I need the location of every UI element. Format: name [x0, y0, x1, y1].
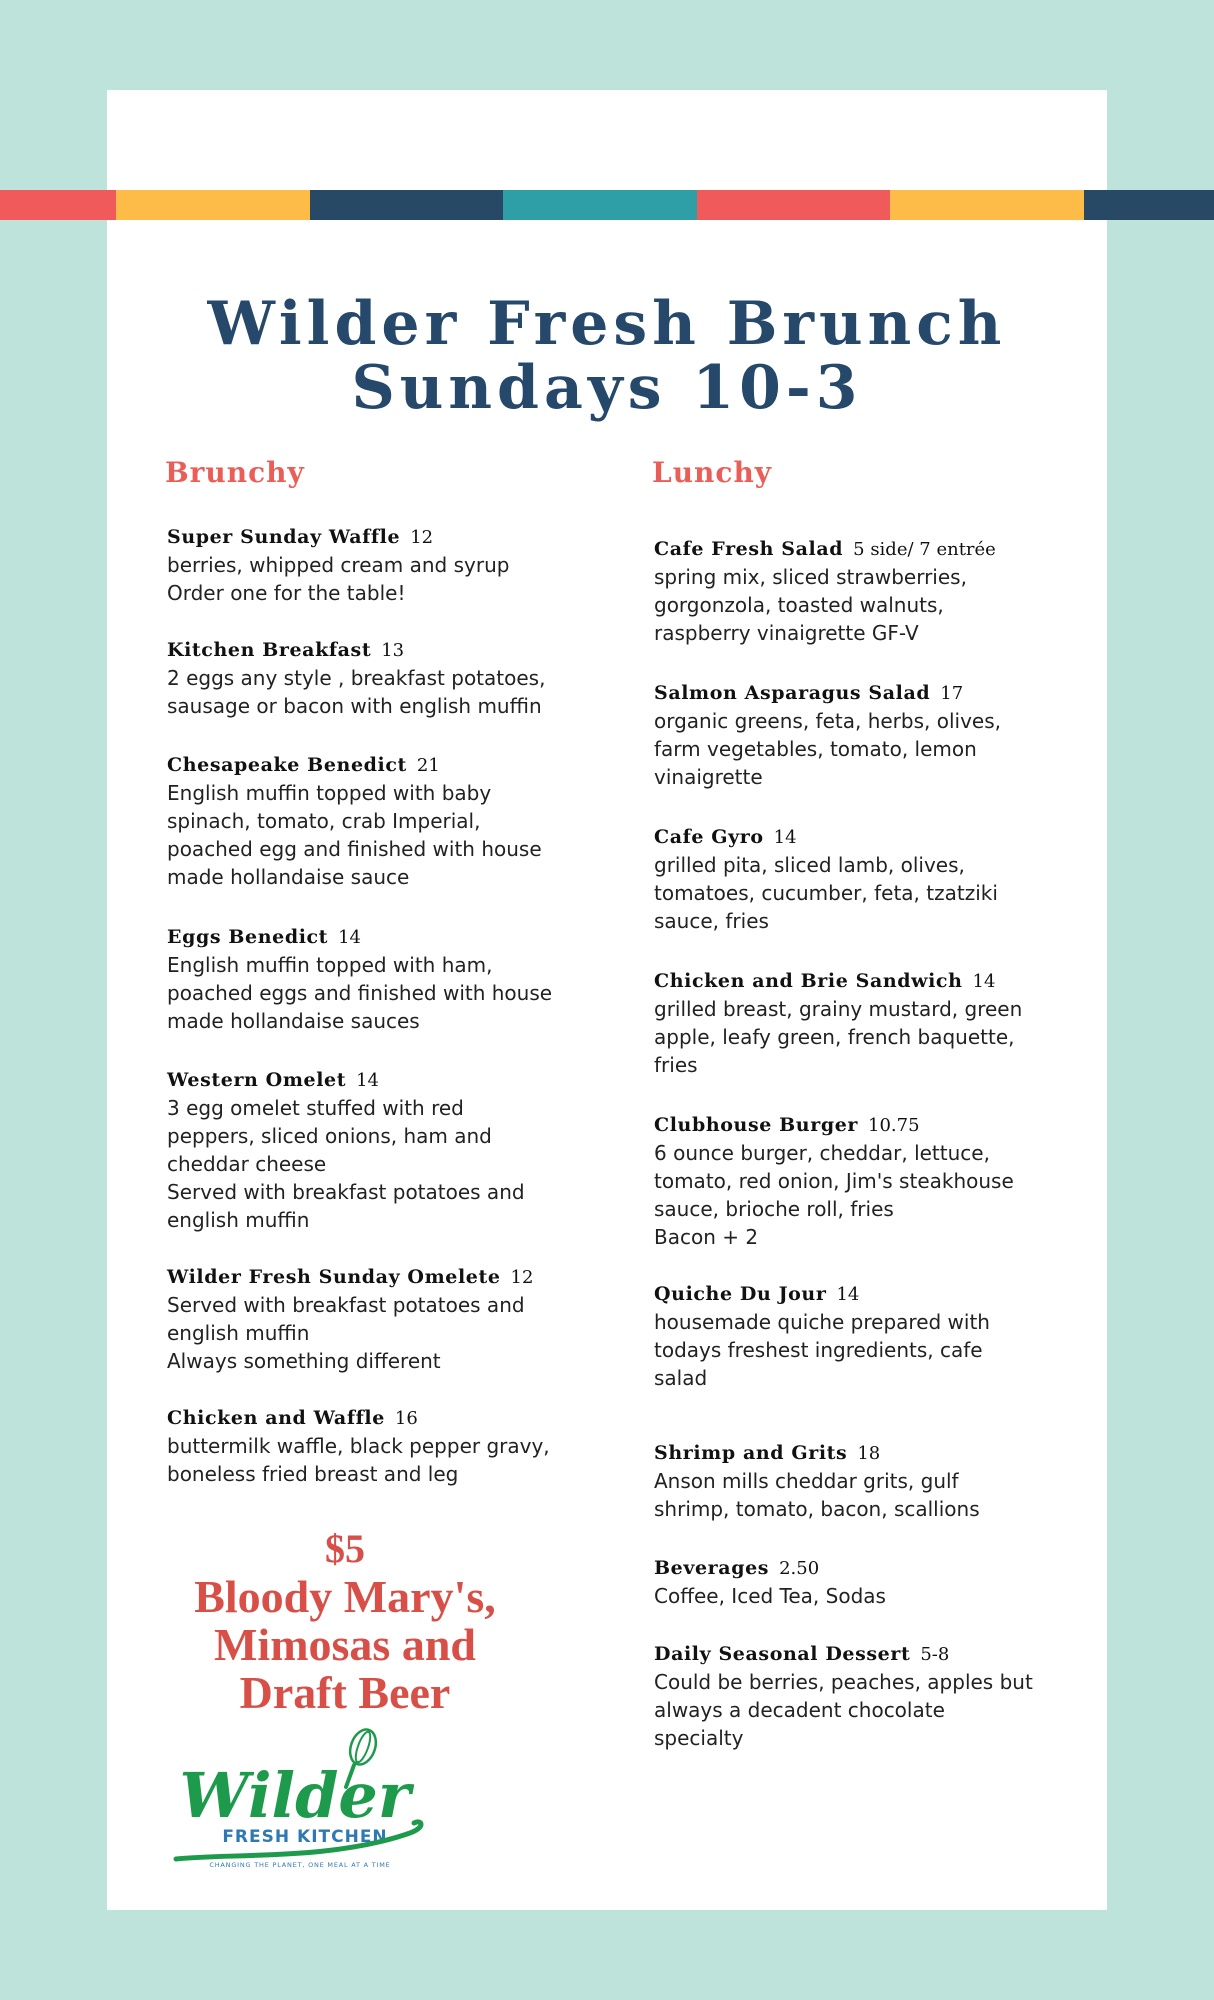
item-price: 12 — [410, 527, 434, 548]
drink-special — [150, 1525, 540, 1717]
logo-word: Wilder — [179, 1759, 411, 1832]
menu-item — [654, 1555, 1054, 1610]
page-title — [107, 289, 1107, 423]
logo-subtitle: FRESH KITCHEN — [222, 1827, 388, 1847]
stripe-segment-6 — [1084, 190, 1214, 220]
menu-item — [654, 1440, 1054, 1523]
item-price: 14 — [972, 971, 996, 992]
color-stripe — [0, 190, 1214, 220]
item-name: Cafe Gyro — [654, 826, 764, 848]
stripe-segment-2 — [310, 190, 503, 220]
item-description: 3 egg omelet stuffed with red peppers, sliced onions, ham and cheddar cheese Served with breakfast potatoes and english muffin — [167, 1096, 525, 1232]
item-price: 17 — [940, 683, 964, 704]
item-description: grilled breast, grainy mustard, green apple, leafy green, french baquette, fries — [654, 997, 1023, 1077]
item-name: Salmon Asparagus Salad — [654, 682, 931, 704]
menu-item — [654, 1112, 1054, 1251]
menu-item — [167, 752, 567, 891]
item-price: 21 — [416, 755, 440, 776]
item-price: 14 — [773, 827, 797, 848]
menu-item — [167, 1067, 567, 1234]
special-line-2: Mimosas and — [214, 1619, 476, 1670]
lunchy-heading: Lunchy — [652, 456, 773, 489]
item-name: Shrimp and Grits — [654, 1442, 848, 1464]
item-description: housemade quiche prepared with todays freshest ingredients, cafe salad — [654, 1310, 990, 1390]
menu-item — [167, 924, 567, 1035]
item-description: English muffin topped with baby spinach, tomato, crab Imperial, poached egg and finished with house made hollandaise sauce — [167, 781, 542, 889]
menu-item — [654, 680, 1054, 791]
stripe-segment-1 — [116, 190, 310, 220]
item-price: 18 — [857, 1443, 881, 1464]
item-description: Coffee, Iced Tea, Sodas — [654, 1584, 886, 1608]
item-price: 16 — [394, 1408, 418, 1429]
special-line-3: Draft Beer — [239, 1667, 451, 1718]
menu-item — [167, 524, 567, 607]
item-description: berries, whipped cream and syrup Order one for the table! — [167, 553, 510, 605]
menu-item — [654, 824, 1054, 935]
item-name: Chicken and Waffle — [167, 1407, 385, 1429]
title-line-2: Sundays 10-3 — [351, 353, 863, 423]
item-price: 12 — [510, 1267, 534, 1288]
item-price: 14 — [356, 1070, 380, 1091]
item-price: 14 — [836, 1284, 860, 1305]
item-name: Kitchen Breakfast — [167, 639, 372, 661]
item-name: Beverages — [654, 1557, 770, 1579]
item-description: Anson mills cheddar grits, gulf shrimp, tomato, bacon, scallions — [654, 1469, 980, 1521]
logo-tagline: CHANGING THE PLANET, ONE MEAL AT A TIME — [209, 1861, 391, 1869]
item-name: Super Sunday Waffle — [167, 526, 401, 548]
item-name: Chicken and Brie Sandwich — [654, 970, 963, 992]
menu-item — [654, 1641, 1054, 1752]
stripe-segment-5 — [890, 190, 1084, 220]
item-name: Daily Seasonal Dessert — [654, 1643, 911, 1665]
item-description: Could be berries, peaches, apples but always a decadent chocolate specialty — [654, 1670, 1033, 1750]
item-description: 2 eggs any style , breakfast potatoes, sausage or bacon with english muffin — [167, 666, 546, 718]
menu-item — [654, 968, 1054, 1079]
logo-graphic — [170, 1725, 440, 1875]
menu-item — [654, 536, 1054, 647]
item-price: 14 — [338, 927, 361, 948]
item-description: Served with breakfast potatoes and english muffin Always something different — [167, 1293, 525, 1373]
item-price: 2.50 — [779, 1558, 820, 1579]
title-line-1: Wilder Fresh Brunch — [207, 289, 1007, 359]
special-price: $5 — [325, 1526, 365, 1571]
stripe-segment-4 — [697, 190, 890, 220]
item-name: Quiche Du Jour — [654, 1283, 827, 1305]
item-description: organic greens, feta, herbs, olives, farm vegetables, tomato, lemon vinaigrette — [654, 709, 1002, 789]
item-price: 5-8 — [920, 1644, 950, 1665]
item-price: 10.75 — [868, 1115, 920, 1136]
item-description: grilled pita, sliced lamb, olives, tomatoes, cucumber, feta, tzatziki sauce, fries — [654, 853, 998, 933]
item-name: Cafe Fresh Salad — [654, 538, 844, 560]
item-name: Wilder Fresh Sunday Omelete — [167, 1266, 501, 1288]
item-name: Chesapeake Benedict — [167, 754, 407, 776]
wilder-logo — [170, 1725, 440, 1875]
item-name: Eggs Benedict — [167, 926, 329, 948]
menu-item — [167, 1264, 567, 1375]
item-price: 13 — [381, 640, 405, 661]
item-name: Clubhouse Burger — [654, 1114, 859, 1136]
stripe-segment-0 — [0, 190, 116, 220]
brunchy-heading: Brunchy — [165, 456, 305, 489]
item-description: buttermilk waffle, black pepper gravy, boneless fried breast and leg — [167, 1434, 550, 1486]
item-price: 5 side/ 7 entrée — [853, 539, 996, 560]
item-name: Western Omelet — [167, 1069, 347, 1091]
menu-item — [654, 1281, 1054, 1392]
stripe-segment-3 — [503, 190, 697, 220]
item-description: 6 ounce burger, cheddar, lettuce, tomato, red onion, Jim's steakhouse sauce, brioche roll, fries Bacon + 2 — [654, 1141, 1014, 1249]
menu-item — [167, 637, 567, 720]
item-description: spring mix, sliced strawberries, gorgonzola, toasted walnuts, raspberry vinaigrette GF-V — [654, 565, 967, 645]
item-description: English muffin topped with ham, poached eggs and finished with house made hollandaise sauces — [167, 953, 553, 1033]
menu-item — [167, 1405, 567, 1488]
special-line-1: Bloody Mary's, — [194, 1571, 496, 1622]
